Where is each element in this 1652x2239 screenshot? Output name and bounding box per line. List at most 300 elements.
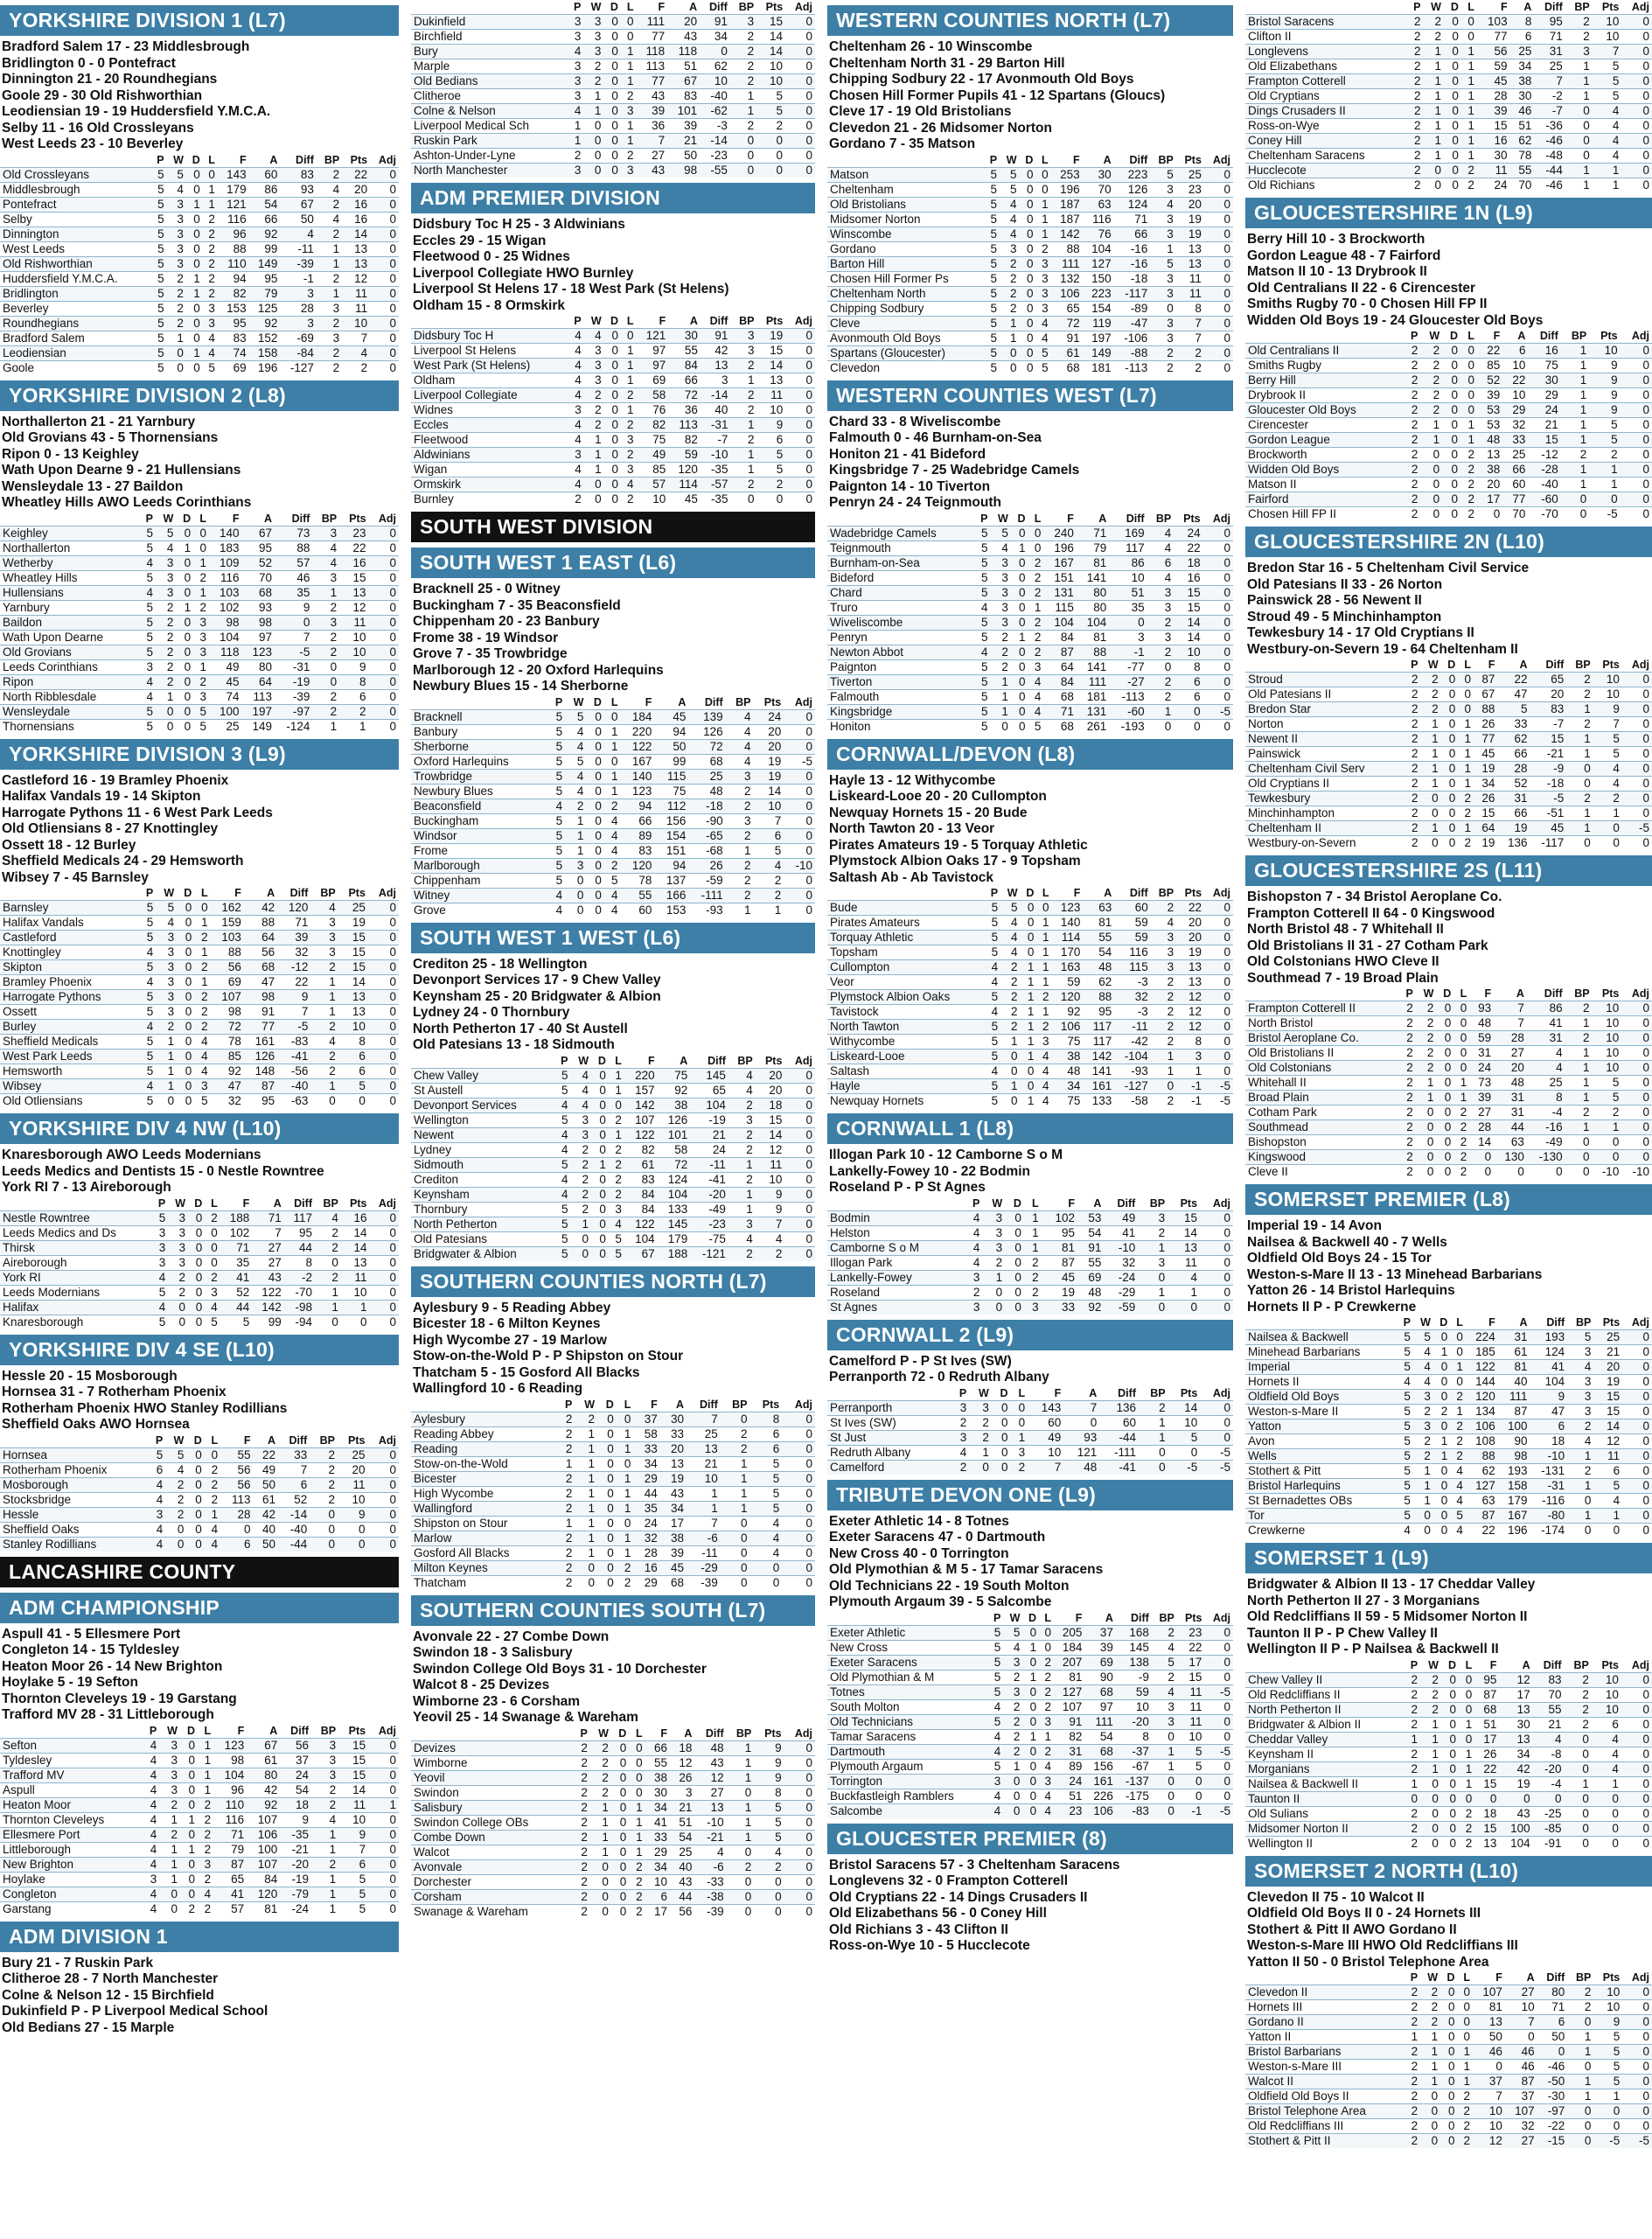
stat-a: 25 [679,1845,693,1859]
stat-w: 1 [594,89,602,102]
table-row [411,799,815,813]
team-name: Frome [414,843,449,857]
stat-adj: 0 [805,1068,812,1082]
stat-adj: 0 [1642,418,1649,431]
stat-w: 0 [1009,360,1017,374]
stat-f: 143 [1041,1400,1062,1414]
header-l: L [1467,330,1474,342]
team-name: Widden Old Boys [1248,463,1340,476]
stat-diff: -94 [295,1315,312,1329]
header-l: L [1032,1196,1039,1210]
stat-pts: 9 [775,1187,783,1201]
stat-bp: 0 [1168,1774,1175,1788]
table-row [0,167,399,182]
stat-p: 5 [146,1035,154,1048]
stat-bp: 0 [1584,2134,1592,2147]
stat-a: 63 [1098,197,1112,211]
table-row [1245,1509,1652,1524]
stat-adj: 0 [1223,674,1230,688]
table-row [1245,433,1652,448]
stat-l: 1 [1467,45,1474,58]
stat-p: 5 [555,754,563,768]
stat-w: 4 [167,916,175,929]
result-line: Wimborne 23 - 6 Corsham [413,1693,581,1709]
stat-f: 87 [231,1857,245,1871]
stat-adj: 0 [1642,1390,1649,1403]
header-diff: Diff [290,1724,309,1737]
results-list [0,415,399,512]
stat-pts: 13 [770,373,784,387]
stat-diff: 26 [709,858,723,872]
team-name: Gordano II [1248,2015,1304,2028]
stat-bp: 1 [332,286,340,300]
stat-a: 92 [264,316,278,330]
team-name: Oldham [414,373,456,387]
table-row [827,600,1233,615]
team-name: Eccles [414,418,449,431]
result-line: Widden Old Boys 19 - 24 Gloucester Old Boys [1247,312,1544,328]
stat-a: 42 [261,1507,275,1521]
stat-p: 5 [561,1113,568,1126]
header-w: W [173,1433,185,1447]
stat-diff: -60 [1541,492,1558,506]
result-line: Rotherham Phoenix HWO Stanley Rodillians [2,1400,288,1416]
header-f: F [1500,1,1508,13]
stat-bp: 1 [1584,2075,1592,2088]
stat-diff: 18 [1551,1434,1565,1447]
stat-p: 2 [1411,792,1418,805]
stat-p: 5 [157,167,164,181]
team-name: Old Otliensians [3,1094,83,1107]
team-name: Clifton II [1248,30,1292,43]
stat-f: 5 [242,1315,250,1329]
stat-w: 0 [1432,448,1440,461]
stat-l: 3 [208,316,215,330]
stat-adj: 0 [389,975,396,988]
table-row [411,329,815,344]
stat-l: 1 [1464,762,1472,775]
result-line: Gordon League 48 - 7 Fairford [1247,248,1441,263]
stat-f: 88 [227,945,241,959]
stat-d: 1 [1019,541,1026,555]
stat-p: 2 [1411,777,1418,790]
team-name: Imperial [1248,1360,1291,1373]
stat-w: 3 [594,30,602,43]
stat-w: 2 [1432,1672,1439,1686]
stat-diff: -3 [1137,975,1148,988]
stat-diff: 71 [295,916,309,929]
stat-f: 44 [236,1300,250,1314]
header-a: A [1519,659,1528,671]
stat-d: 0 [1000,1400,1008,1414]
table-row [827,990,1233,1005]
stat-diff: 45 [1551,821,1565,834]
stat-adj: 0 [1642,492,1649,506]
stat-d: 0 [607,1545,614,1559]
stat-diff: 9 [303,600,310,614]
stat-adj: 0 [805,1501,812,1515]
table-row [827,1789,1233,1803]
stat-l: 1 [615,1068,622,1082]
stat-l: 4 [204,1887,212,1901]
stat-bp: 0 [747,149,755,162]
stat-w: 0 [1431,2134,1439,2147]
stat-d: 0 [185,1035,192,1048]
stat-bp: 0 [1582,1791,1589,1805]
table-row [1245,2045,1652,2060]
stat-bp: 2 [330,600,338,614]
header-pts: Pts [350,153,368,166]
stat-diff: -39 [707,1904,724,1918]
table-row [827,541,1233,555]
team-name: Lankelly-Fowey [830,1270,912,1284]
stat-diff: 41 [1122,1225,1136,1239]
stat-adj: 0 [805,888,812,902]
table-row [827,945,1233,960]
stat-a: 48 [1088,1285,1102,1299]
stat-a: 179 [1508,1494,1528,1507]
stat-diff: 12 [710,1770,724,1784]
team-name: Heaton Moor [3,1797,72,1811]
stat-l: 1 [1465,1717,1473,1731]
stat-pts: 7 [359,1842,366,1856]
header-diff: Diff [1545,659,1565,671]
table-row [827,901,1233,916]
stat-d: 0 [188,1738,195,1752]
stat-p: 5 [1404,1345,1411,1358]
stat-l: 2 [204,1797,212,1811]
table-row [411,1575,815,1590]
stat-a: 71 [1093,526,1107,540]
stat-pts: 2 [360,360,368,374]
header-a: A [689,315,698,327]
header-d: D [610,315,618,327]
stat-bp: 1 [1583,1091,1590,1104]
stat-pts: 4 [775,1845,782,1859]
stat-pts: 7 [1195,331,1202,345]
stat-diff: 34 [714,30,728,43]
header-adj: Adj [1631,1971,1649,1984]
stat-d: 0 [1019,704,1026,718]
stat-p: 5 [990,271,998,285]
header-adj: Adj [378,1724,396,1737]
stat-diff: 91 [714,15,728,28]
stat-d: 0 [1448,673,1456,686]
stat-pts: 0 [1190,1445,1198,1459]
stat-bp: 1 [1583,59,1590,73]
stat-bp: 1 [1579,478,1587,491]
stat-f: 111 [646,15,666,28]
table-row [411,1815,815,1830]
stat-pts: 5 [776,104,784,117]
team-name: Torquay Athletic [830,931,914,944]
stat-l: 0 [208,167,215,181]
stat-d: 0 [611,448,618,461]
stat-w: 2 [582,1202,589,1216]
stat-a: 90 [1514,1434,1528,1447]
header-l: L [199,512,207,525]
stat-diff: -27 [1127,674,1145,688]
stat-a: 19 [671,1471,685,1485]
stat-p: 1 [574,119,582,132]
header-w: W [590,1,602,13]
team-name: Reading Abbey [414,1426,494,1440]
stat-adj: 0 [389,1285,396,1299]
stat-pts: 14 [353,1240,367,1254]
stat-a: 76 [1098,227,1112,241]
stat-diff: -39 [296,256,314,270]
team-name: Cotham Park [1248,1106,1317,1119]
stat-w: 1 [171,1812,178,1826]
stat-adj: -5 [1219,1803,1230,1817]
stat-diff: 6 [300,1477,308,1491]
stat-a: 27 [1510,1046,1524,1059]
table-header-row [1245,1658,1652,1673]
stat-bp: 0 [747,134,755,147]
division-title: ADM PREMIER DIVISION [411,183,815,213]
table-row [1245,1165,1652,1180]
stat-w: 1 [602,1800,609,1814]
stat-w: 0 [1432,507,1440,520]
result-line: North Bristol 48 - 7 Whitehall II [1247,922,1444,937]
stat-f: 35 [236,1255,250,1269]
stat-a: 120 [678,463,698,476]
stat-diff: -89 [1130,301,1148,315]
stat-bp: 4 [746,1231,753,1245]
stat-l: 1 [627,59,634,73]
stat-p: 2 [581,1904,588,1918]
stat-adj: 0 [805,164,812,177]
stat-l: 0 [1460,1031,1467,1044]
stat-p: 4 [561,1098,568,1112]
table-row [0,1753,399,1768]
result-line: Berry Hill 10 - 3 Brockworth [1247,232,1425,247]
stat-w: 2 [1010,975,1018,988]
stat-adj: 0 [805,843,812,857]
stat-diff: 44 [298,1240,312,1254]
stat-pts: 11 [1607,1449,1621,1462]
stat-l: 4 [1034,689,1042,703]
table-row [1245,1821,1652,1836]
result-line: Stow-on-the-Wold P - P Shipston on Stour [413,1349,684,1364]
stat-l: 2 [624,1560,631,1574]
header-adj: Adj [794,315,812,327]
stat-w: 2 [1432,388,1440,401]
table-header-row [827,153,1233,168]
stat-pts: 11 [770,388,784,401]
stat-a: 95 [258,541,272,555]
header-team [0,153,151,168]
table-row [1245,2015,1652,2030]
stat-pts: 20 [354,182,368,196]
stat-bp: 3 [1584,1375,1592,1388]
header-f: F [237,1724,245,1737]
team-name: Camelford [830,1460,885,1474]
stat-adj: 0 [1642,1330,1649,1343]
stat-adj: 0 [1642,119,1649,132]
stat-p: 2 [581,1815,588,1829]
stat-bp: 0 [1584,762,1591,775]
stat-p: 2 [1413,119,1421,132]
stat-a: 40 [679,1859,693,1873]
stat-f: 140 [219,526,240,540]
stat-diff: 65 [712,1083,726,1097]
stat-diff: -5 [297,1020,309,1033]
stat-p: 4 [574,104,582,117]
stat-pts: 12 [352,600,366,614]
table-row [1245,1776,1652,1791]
stat-f: 27 [1478,1106,1492,1119]
table-row [827,1005,1233,1020]
stat-w: 4 [576,724,584,738]
stat-w: 3 [595,344,602,357]
stat-a: 197 [1091,331,1112,345]
stat-adj: 0 [805,59,812,73]
stat-d: 0 [1449,1806,1457,1820]
header-f: F [660,1726,668,1740]
result-line: Pirates Amateurs 19 - 5 Torquay Athletic [829,837,1088,853]
stat-w: 2 [1426,1016,1434,1029]
stat-pts: 7 [360,331,368,345]
stat-d: 0 [611,104,618,117]
stat-d: 0 [607,1501,614,1515]
stat-d: 0 [595,739,602,753]
stat-f: 49 [226,659,240,673]
stat-diff: 3 [307,316,314,330]
table-row [1245,403,1652,418]
stat-w: 3 [177,227,184,241]
stat-l: 1 [624,1501,631,1515]
stat-diff: -7 [717,433,728,446]
stat-bp: 1 [746,1187,753,1201]
division-title: WESTERN COUNTIES WEST (L7) [827,380,1233,411]
team-name: Keynsham [414,1187,470,1201]
stat-p: 2 [581,1845,588,1859]
stat-pts: 6 [359,689,366,703]
stat-diff: 117 [293,1210,312,1224]
stat-adj: 0 [1642,1150,1649,1163]
stat-adj: 0 [1642,1717,1649,1731]
stat-a: 70 [258,570,272,584]
stat-bp: 0 [740,1531,748,1545]
header-bp: BP [1575,1316,1592,1329]
result-line: Cleve 17 - 19 Old Bristolians [829,104,1012,119]
team-name: Salcombe [830,1803,883,1817]
stat-w: 1 [982,1445,989,1459]
stat-f: 123 [224,1738,245,1752]
team-name: Weston-s-Mare II [1248,1405,1339,1418]
stat-f: 23 [1069,1803,1083,1817]
stat-w: 0 [178,1300,186,1314]
division-title: ADM CHAMPIONSHIP [0,1593,399,1623]
stat-pts: 11 [353,615,366,629]
stat-l: 0 [1464,673,1472,686]
team-name: Broad Plain [1248,1091,1309,1104]
table-row [411,1516,815,1531]
table-row [0,1300,399,1315]
stat-diff: 75 [1544,359,1558,372]
stat-diff: 40 [714,403,728,416]
stat-p: 4 [150,1753,157,1767]
stat-w: 0 [1431,2119,1439,2132]
table-row [411,1904,815,1919]
stat-pts: 10 [1606,1001,1620,1015]
stat-pts: 8 [359,674,366,688]
stat-adj: 0 [389,1887,396,1901]
stat-l: 5 [199,704,207,718]
stat-p: 2 [1406,1091,1413,1104]
stat-diff: 117 [1126,541,1145,555]
stat-pts: 5 [359,1887,366,1901]
team-name: Liverpool Collegiate [414,388,518,401]
stat-bp: 1 [1583,1061,1590,1074]
stat-diff: -16 [1130,256,1148,270]
stat-bp: 4 [331,1210,338,1224]
table-row [411,104,815,119]
stat-bp: 3 [1584,1345,1592,1358]
stat-d: 1 [1027,1005,1035,1018]
stat-a: 226 [1093,1789,1113,1803]
stat-diff: 65 [1551,673,1565,686]
stat-bp: 2 [1584,717,1591,730]
team-name: Shipston on Stour [414,1516,508,1530]
stat-bp: 5 [1167,167,1174,181]
table-row [411,119,815,134]
stat-d: 0 [1449,1836,1457,1850]
table-row [0,585,399,600]
result-line: Crediton 25 - 18 Wellington [413,956,588,972]
stat-bp: 2 [332,345,340,359]
stat-bp: 3 [329,1738,337,1752]
stat-diff: -40 [1541,478,1558,491]
stat-w: 2 [1013,1699,1021,1713]
stat-diff: -106 [1124,331,1148,345]
table-row [827,674,1233,689]
stat-l: 1 [1465,1776,1473,1790]
header-d: D [1439,1316,1448,1329]
stat-bp: 2 [1167,975,1175,988]
team-name: Wallingford [414,1501,473,1515]
stat-d: 0 [1448,806,1456,820]
stat-diff: 10 [1135,1699,1149,1713]
stat-f: 62 [1481,1464,1495,1477]
stat-f: 123 [1060,901,1081,914]
stat-f: 33 [654,1830,668,1844]
stat-d: 0 [1440,1509,1448,1522]
stat-a: 79 [264,286,278,300]
stat-pts: 22 [1187,541,1201,555]
stat-d: 0 [1444,1135,1452,1148]
team-name: Dorchester [414,1874,472,1888]
stat-p: 2 [1411,448,1418,461]
stat-f: 71 [236,1240,250,1254]
table-header-row [827,512,1233,527]
stat-w: 1 [1010,1079,1018,1092]
stat-f: 157 [635,1083,655,1097]
stat-diff: -14 [289,1507,308,1521]
stat-l: 4 [1456,1494,1463,1507]
stat-a: 104 [1091,241,1112,255]
table-header-row [1245,329,1652,344]
stat-a: 79 [1093,541,1107,555]
stat-f: 84 [641,1202,655,1216]
stat-d: 0 [1019,674,1026,688]
table-header-row [827,886,1233,901]
stat-bp: 0 [1584,777,1591,790]
header-a: A [1098,512,1107,525]
stat-bp: 2 [1582,1717,1589,1731]
stat-f: 46 [1488,2045,1502,2058]
